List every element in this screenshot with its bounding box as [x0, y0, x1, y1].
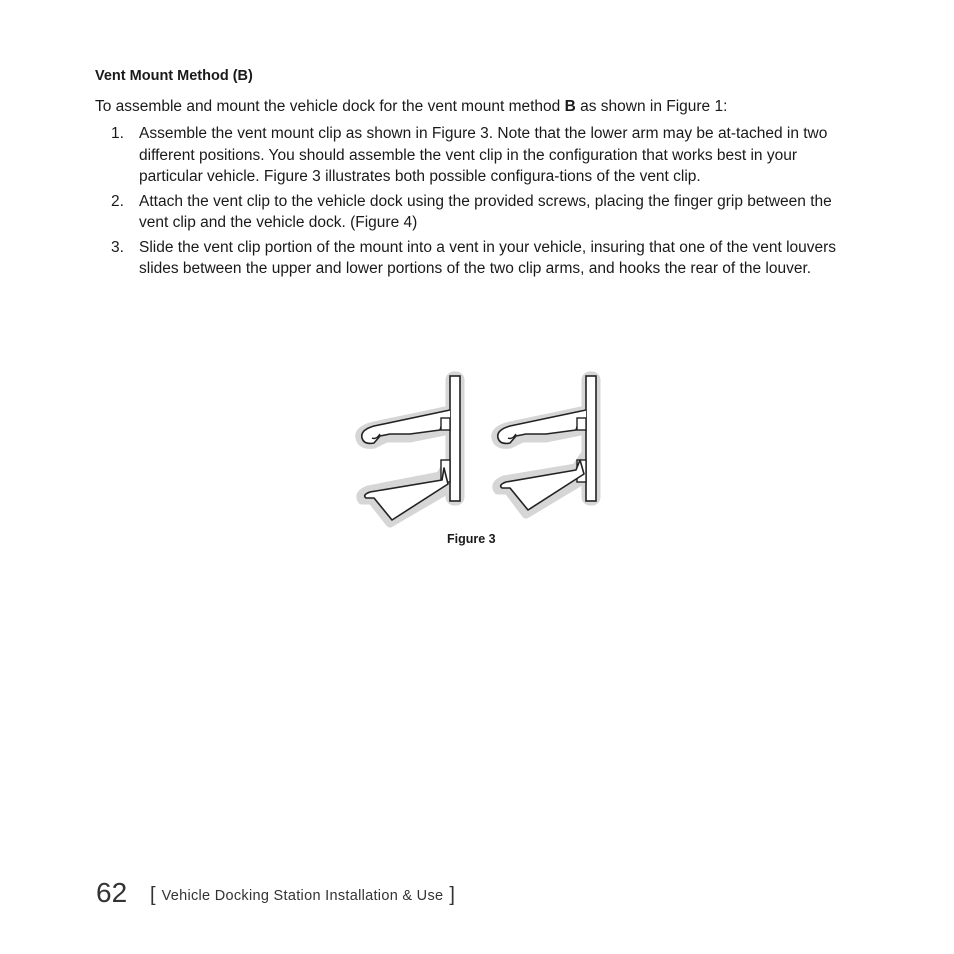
step-text: Attach the vent clip to the vehicle dock using the provided screws, placing the finger grip between the vent clip and the vehicle dock. (Figure 4)	[139, 192, 832, 231]
instruction-list	[95, 123, 865, 283]
footer-close-bracket: ]	[449, 884, 455, 906]
step-number: 1.	[111, 125, 124, 142]
page-number: 62	[96, 877, 128, 908]
footer-title: Vehicle Docking Station Installation & Use	[161, 888, 444, 904]
intro-paragraph	[95, 96, 727, 117]
step-text: Assemble the vent mount clip as shown in Figure 3. Note that the lower arm may be at-tached in two different positions. You should assemble the vent clip in the configuration that works best in your particular vehicle. Figure 3 illustrates both possible configura-tions of the vent clip.	[139, 125, 828, 185]
footer-open-bracket: [	[150, 884, 156, 906]
figure-caption: Figure 3	[447, 532, 496, 546]
intro-text-after: as shown in Figure 1:	[575, 98, 728, 115]
list-item	[95, 237, 865, 280]
vent-clip-right	[496, 376, 596, 514]
section-heading: Vent Mount Method (B)	[95, 68, 253, 84]
intro-method-letter: B	[564, 98, 576, 115]
intro-text-before: To assemble and mount the vehicle dock for the vent mount method	[95, 98, 565, 115]
figure-3-illustration	[350, 368, 610, 533]
running-footer	[150, 884, 455, 907]
list-item	[95, 191, 865, 234]
step-text: Slide the vent clip portion of the mount into a vent in your vehicle, insuring that one of the vent louvers slides between the upper and lower portions of the two clip arms, and hooks the rear of the louver.	[139, 238, 837, 277]
step-number: 2.	[111, 192, 124, 210]
vent-clip-left	[360, 376, 460, 523]
list-item	[95, 123, 865, 188]
step-number: 3.	[111, 238, 124, 256]
